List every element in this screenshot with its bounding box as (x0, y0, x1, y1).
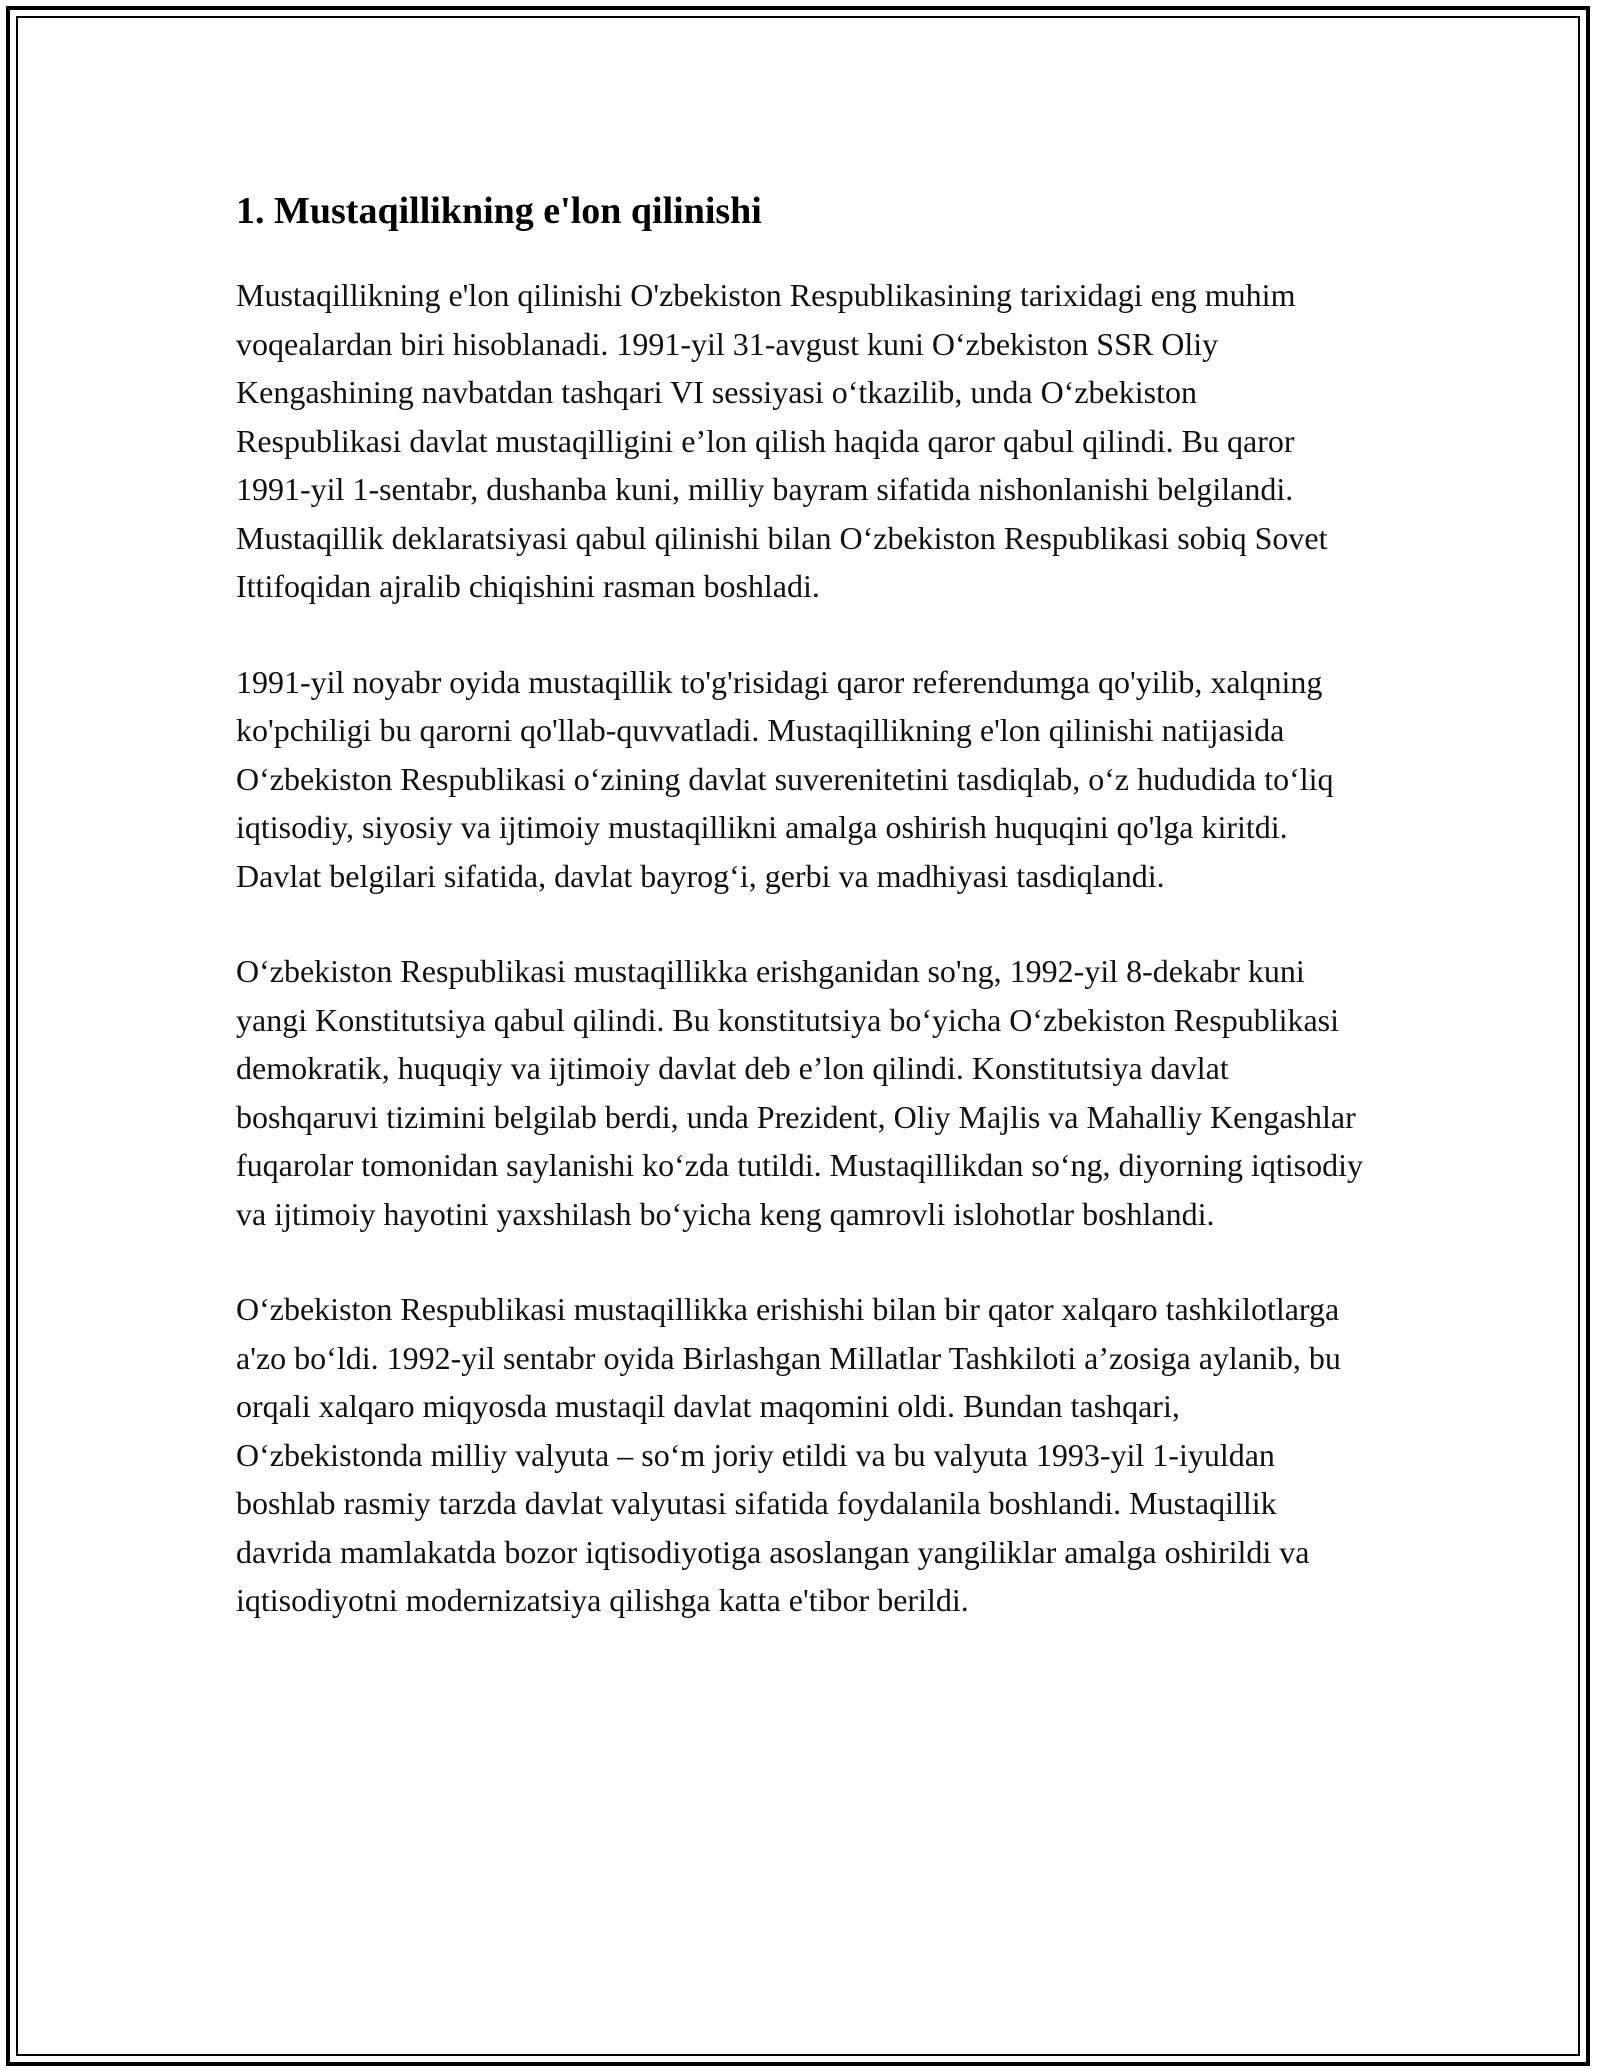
paragraph-1: Mustaqillikning e'lon qilinishi O'zbekiston Respublikasining tarixidagi eng muhim voqealardan biri hisoblanadi. 1991-yil 31-avgust kuni O‘zbekiston SSR Oliy Kengashining navbatdan tashqari VI sessiyasi o‘tkazilib, unda O‘zbekiston Respublikasi davlat mustaqilligini e’lon qilish haqida qaror qabul qilindi. Bu qaror 1991-yil 1-sentabr, dushanba kuni, milliy bayram sifatida nishonlanishi belgilandi. Mustaqillik deklaratsiyasi qabul qilinishi bilan O‘zbekiston Respublikasi sobiq Sovet Ittifoqidan ajralib chiqishini rasman boshladi. (236, 277, 1328, 604)
section-title: 1. Mustaqillikning e'lon qilinishi (236, 190, 762, 232)
paragraph-2: 1991-yil noyabr oyida mustaqillik to'g'risidagi qaror referendumga qo'yilib, xalqning ko'pchiligi bu qarorni qo'llab-quvvatladi. Mustaqillikning e'lon qilinishi natijasida O‘zbekiston Respublikasi o‘zining davlat suverenitetini tasdiqlab, o‘z hududida to‘liq iqtisodiy, siyosiy va ijtimoiy mustaqillikni amalga oshirish huquqini qo'lga kiritdi. Davlat belgilari sifatida, davlat bayrog‘i, gerbi va madhiyasi tasdiqlandi. (236, 663, 1334, 894)
paragraph-3: O‘zbekiston Respublikasi mustaqillikka erishganidan so'ng, 1992-yil 8-dekabr kuni yangi Konstitutsiya qabul qilindi. Bu konstitutsiya bo‘yicha O‘zbekiston Respublikasi demokratik, huquqiy va ijtimoiy davlat deb e’lon qilindi. Konstitutsiya davlat boshqaruvi tizimini belgilab berdi, unda Prezident, Oliy Majlis va Mahalliy Kengashlar fuqarolar tomonidan saylanishi ko‘zda tutildi. Mustaqillikdan so‘ng, diyorning iqtisodiy va ijtimoiy hayotini yaxshilash bo‘yicha keng qamrovli islohotlar boshlandi. (236, 953, 1363, 1232)
document-body (236, 185, 1366, 1672)
paragraph-4: O‘zbekiston Respublikasi mustaqillikka erishishi bilan bir qator xalqaro tashkilotlarga a'zo bo‘ldi. 1992-yil sentabr oyida Birlashgan Millatlar Tashkiloti a’zosiga aylanib, bu orqali xalqaro miqyosda mustaqil davlat maqomini oldi. Bundan tashqari, O‘zbekistonda milliy valyuta – so‘m joriy etildi va bu valyuta 1993-yil 1-iyuldan boshlab rasmiy tarzda davlat valyutasi sifatida foydalanila boshlandi. Mustaqillik davrida mamlakatda bozor iqtisodiyotiga asoslangan yangiliklar amalga oshirildi va iqtisodiyotni modernizatsiya qilishga katta e'tibor berildi. (236, 1291, 1341, 1618)
